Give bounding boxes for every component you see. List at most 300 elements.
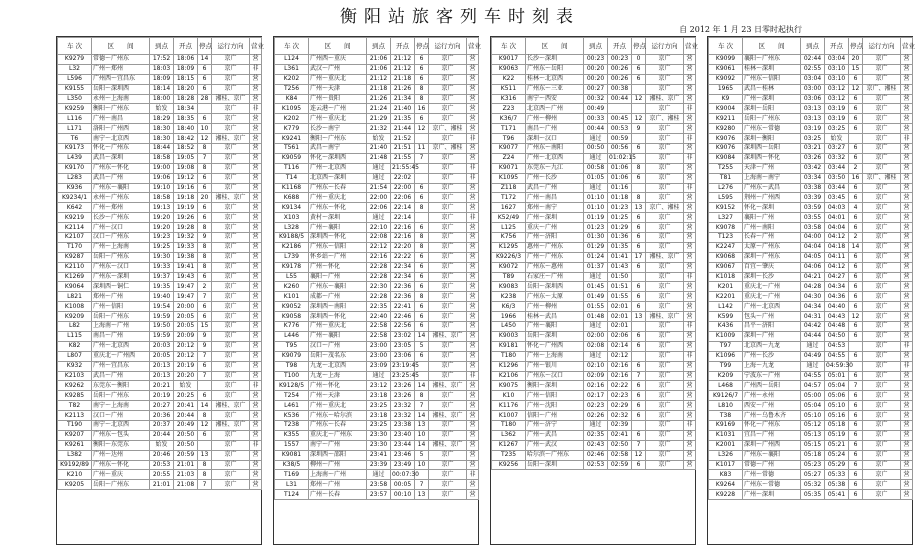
direction: 京广 xyxy=(212,213,250,223)
train-number: L595 xyxy=(709,193,743,203)
direction: 京广 xyxy=(863,312,901,322)
table-row xyxy=(709,173,913,183)
train-number: K1095 xyxy=(275,104,309,114)
route: 北京西～广州 xyxy=(526,104,584,114)
service-status: 营 xyxy=(467,460,479,470)
arrival-time: 03:04 xyxy=(801,74,825,84)
train-number: L82 xyxy=(58,322,92,332)
direction: 京广 xyxy=(212,322,250,332)
stop-minutes: 14 xyxy=(849,242,863,252)
arrival-time: 23:18 xyxy=(367,411,391,421)
departure-time: 00:26 xyxy=(608,64,632,74)
arrival-time: 通过 xyxy=(367,173,391,183)
stop-minutes: 6 xyxy=(849,322,863,332)
stop-minutes: 9 xyxy=(632,124,646,134)
departure-time: 23:44 xyxy=(391,440,415,450)
table-row xyxy=(709,163,913,173)
departure-time: 03:12 xyxy=(825,94,849,104)
route: 襄阳～广州东 xyxy=(743,55,801,65)
route: 广州～重庆北 xyxy=(309,401,367,411)
train-number: K1007 xyxy=(492,411,526,421)
arrival-time: 03:58 xyxy=(801,223,825,233)
direction: 京广 xyxy=(429,213,467,223)
table-row xyxy=(709,381,913,391)
service-status: 营 xyxy=(684,252,696,262)
route: 广州～天津 xyxy=(309,391,367,401)
table-row xyxy=(492,411,696,421)
table-row xyxy=(492,361,696,371)
table-row xyxy=(275,124,479,134)
train-number: K1295 xyxy=(492,242,526,252)
stop-minutes: 6 xyxy=(632,64,646,74)
route: 广州～上海南 xyxy=(92,242,150,252)
arrival-time: 19:10 xyxy=(150,183,174,193)
stop-minutes: 6 xyxy=(849,104,863,114)
route: 广州～长沙 xyxy=(526,173,584,183)
departure-time: 02:50 xyxy=(608,440,632,450)
stop-minutes xyxy=(632,420,646,430)
departure-time: 22:36 xyxy=(391,292,415,302)
stop-minutes: 14 xyxy=(415,440,429,450)
stop-minutes: 6 xyxy=(632,233,646,243)
table-row xyxy=(492,272,696,282)
table-row xyxy=(492,144,696,154)
service-status: 非 xyxy=(250,104,262,114)
route: 广州～南昌 xyxy=(92,114,150,124)
arrival-time: 20:19 xyxy=(150,391,174,401)
table-row xyxy=(709,84,913,94)
service-status: 营 xyxy=(901,153,913,163)
table-row xyxy=(709,361,913,371)
service-status: 营 xyxy=(684,64,696,74)
route: 哈尔滨～广州东 xyxy=(526,450,584,460)
service-status: 营 xyxy=(684,450,696,460)
direction: 京广 xyxy=(429,242,467,252)
departure-time: 02:01 xyxy=(608,302,632,312)
train-number: T100 xyxy=(275,371,309,381)
stop-minutes: 6 xyxy=(632,292,646,302)
route: 深圳～广州西 xyxy=(743,440,801,450)
departure-time: 01:16 xyxy=(608,183,632,193)
service-status: 营 xyxy=(250,322,262,332)
route: 广州～永州 xyxy=(743,391,801,401)
table-row xyxy=(58,242,262,252)
table-row xyxy=(492,193,696,203)
service-status: 营 xyxy=(901,203,913,213)
arrival-time: 21:32 xyxy=(367,124,391,134)
timetable-body xyxy=(58,55,262,490)
train-number: K9279 xyxy=(58,55,92,65)
departure-time: 01:35 xyxy=(608,242,632,252)
train-number: L807 xyxy=(58,351,92,361)
arrival-time: 22:28 xyxy=(367,262,391,272)
stop-minutes: 6 xyxy=(849,213,863,223)
departure-time: 02:16 xyxy=(608,371,632,381)
arrival-time: 23:00 xyxy=(367,341,391,351)
direction: 湘桂、京广 xyxy=(212,94,250,104)
arrival-time: 02:00 xyxy=(584,331,608,341)
route: 广州～北京西 xyxy=(526,153,584,163)
service-status: 营 xyxy=(901,262,913,272)
departure-time: 05:18 xyxy=(825,420,849,430)
train-number: L327 xyxy=(709,213,743,223)
train-number: K202 xyxy=(275,114,309,124)
route: 深圳西～邵阳 xyxy=(309,450,367,460)
stop-minutes xyxy=(198,381,212,391)
route: 衡阳～深圳 xyxy=(526,381,584,391)
route: 石家庄～广州 xyxy=(526,272,584,282)
route: 广州东～怀化 xyxy=(92,460,150,470)
train-number: 1557 xyxy=(275,440,309,450)
route: 怀化～深圳 xyxy=(743,203,801,213)
departure-time xyxy=(608,104,632,114)
table-row xyxy=(709,74,913,84)
arrival-time: 19:40 xyxy=(150,292,174,302)
direction: 京广 xyxy=(646,440,684,450)
train-number: Z118 xyxy=(492,183,526,193)
table-row xyxy=(58,203,262,213)
route: 广州～重庆北 xyxy=(309,74,367,84)
service-status: 营 xyxy=(467,302,479,312)
direction: 京广 xyxy=(863,401,901,411)
arrival-time: 通过 xyxy=(584,420,608,430)
page-title: 衡阳站旅客列车时刻表 xyxy=(340,7,580,27)
arrival-time: 20:03 xyxy=(150,341,174,351)
service-status: 营 xyxy=(250,470,262,480)
table-row xyxy=(492,252,696,262)
train-number: K9211 xyxy=(709,114,743,124)
service-status: 营 xyxy=(901,312,913,322)
service-status: 非 xyxy=(467,470,479,480)
table-row xyxy=(275,351,479,361)
stop-minutes: 7 xyxy=(849,381,863,391)
timetable-grid xyxy=(56,36,919,545)
service-status: 营 xyxy=(901,124,913,134)
direction: 京广 xyxy=(212,163,250,173)
stop-minutes: 6 xyxy=(849,282,863,292)
stop-minutes: 6 xyxy=(415,64,429,74)
departure-time: 03:50 xyxy=(825,173,849,183)
route: 襄阳～广州 xyxy=(743,213,801,223)
arrival-time: 04:00 xyxy=(801,233,825,243)
stop-minutes: 14 xyxy=(415,331,429,341)
route: 北京西～深圳 xyxy=(309,173,367,183)
service-status: 营 xyxy=(684,114,696,124)
arrival-time: 通过 xyxy=(584,153,608,163)
table-row xyxy=(709,440,913,450)
service-status: 营 xyxy=(901,401,913,411)
table-row xyxy=(275,420,479,430)
route: 广州～襄阳 xyxy=(309,331,367,341)
train-number: K2113 xyxy=(58,411,92,421)
arrival-time: 18:03 xyxy=(150,64,174,74)
direction: 京广 xyxy=(863,480,901,490)
departure-time: 18:52 xyxy=(174,144,198,154)
arrival-time: 19:25 xyxy=(150,242,174,252)
route: 广州东～襄阳 xyxy=(309,282,367,292)
stop-minutes: 8 xyxy=(198,470,212,480)
route: 深圳西～岳阳 xyxy=(743,144,801,154)
stop-minutes: 6 xyxy=(198,272,212,282)
departure-time: 22:06 xyxy=(391,193,415,203)
departure-time: 00:23 xyxy=(608,55,632,65)
departure-time: 23:02 xyxy=(391,331,415,341)
route: 武昌～广州 xyxy=(92,173,150,183)
train-number: K2114 xyxy=(58,223,92,233)
stop-minutes: 6 xyxy=(849,74,863,84)
direction: 京广 xyxy=(863,55,901,65)
table-row xyxy=(58,391,262,401)
stop-minutes: 13 xyxy=(415,490,429,500)
train-number: T116 xyxy=(275,163,309,173)
departure-time: 19:43 xyxy=(174,272,198,282)
table-row xyxy=(492,302,696,312)
route: 上海南～广州 xyxy=(92,322,150,332)
train-number: X103 xyxy=(275,213,309,223)
service-status: 营 xyxy=(901,223,913,233)
direction: 京广 xyxy=(863,322,901,332)
train-number: K1031 xyxy=(709,430,743,440)
route: 西安～广州 xyxy=(743,401,801,411)
direction: 京广 xyxy=(212,124,250,134)
arrival-time: 20:37 xyxy=(150,420,174,430)
train-number: K9262 xyxy=(58,381,92,391)
arrival-time: 05:27 xyxy=(801,470,825,480)
service-status: 营 xyxy=(250,480,262,490)
stop-minutes: 11 xyxy=(415,144,429,154)
service-status: 营 xyxy=(684,381,696,391)
table-row xyxy=(709,341,913,351)
departure-time: 19:32 xyxy=(174,233,198,243)
train-number: T123 xyxy=(709,233,743,243)
stop-minutes: 6 xyxy=(198,213,212,223)
stop-minutes: 5 xyxy=(415,450,429,460)
arrival-time: 02:26 xyxy=(584,411,608,421)
service-status: 营 xyxy=(467,124,479,134)
direction: 京广 xyxy=(212,153,250,163)
service-status: 非 xyxy=(467,173,479,183)
header-route: 区 间 xyxy=(743,38,801,55)
table-row xyxy=(58,401,262,411)
train-number: K1269 xyxy=(58,272,92,282)
service-status: 营 xyxy=(684,460,696,470)
route: 广州～沈阳 xyxy=(526,401,584,411)
route: 深圳～广州东 xyxy=(743,252,801,262)
train-number: T82 xyxy=(58,401,92,411)
direction: 京广 xyxy=(429,153,467,163)
train-number: L171 xyxy=(58,124,92,134)
arrival-time: 通过 xyxy=(584,272,608,282)
arrival-time: 21:29 xyxy=(367,114,391,124)
stop-minutes: 6 xyxy=(415,272,429,282)
service-status: 营 xyxy=(684,173,696,183)
departure-time: 22:56 xyxy=(391,322,415,332)
stop-minutes: 8 xyxy=(415,391,429,401)
table-row xyxy=(58,460,262,470)
service-status: 营 xyxy=(684,331,696,341)
route: 广州东～怀化 xyxy=(92,163,150,173)
departure-time: 01:50 xyxy=(608,272,632,282)
departure-time: 04:01 xyxy=(825,213,849,223)
service-status: 非 xyxy=(467,163,479,173)
stop-minutes: 8 xyxy=(198,252,212,262)
service-status: 营 xyxy=(901,470,913,480)
header-train-number: 车 次 xyxy=(709,38,743,55)
table-row xyxy=(709,124,913,134)
arrival-time: 02:35 xyxy=(584,430,608,440)
timetable-body xyxy=(709,55,913,500)
train-number: K9004 xyxy=(709,104,743,114)
header-service-status: 营业 xyxy=(684,38,696,55)
table-row xyxy=(709,450,913,460)
departure-time: 02:29 xyxy=(608,401,632,411)
direction: 京广 xyxy=(863,203,901,213)
direction: 京广 xyxy=(429,351,467,361)
arrival-time: 19:33 xyxy=(150,262,174,272)
service-status: 营 xyxy=(250,94,262,104)
service-status: 营 xyxy=(684,430,696,440)
departure-time: 18:09 xyxy=(174,64,198,74)
train-number: T254 xyxy=(275,391,309,401)
train-number: K2110 xyxy=(58,262,92,272)
direction: 京广 xyxy=(429,163,467,173)
table-row xyxy=(492,401,696,411)
train-number: K9081 xyxy=(275,450,309,460)
route: 重庆～广州 xyxy=(526,223,584,233)
departure-time: 22:02 xyxy=(391,173,415,183)
train-number: K9205 xyxy=(58,480,92,490)
direction: 京广 xyxy=(863,94,901,104)
table-row xyxy=(275,163,479,173)
table-row xyxy=(58,55,262,65)
departure-time: 22:00 xyxy=(391,183,415,193)
train-number: L361 xyxy=(275,64,309,74)
header-direction: 运行方向 xyxy=(863,38,901,55)
table-row xyxy=(492,420,696,430)
arrival-time: 22:00 xyxy=(367,193,391,203)
service-status: 营 xyxy=(901,252,913,262)
service-status: 营 xyxy=(901,84,913,94)
train-number: L326 xyxy=(709,450,743,460)
table-row xyxy=(709,480,913,490)
table-row xyxy=(275,213,479,223)
train-number: K52/49 xyxy=(492,213,526,223)
route: 广州东～长春 xyxy=(309,420,367,430)
arrival-time: 通过 xyxy=(584,351,608,361)
service-status: 营 xyxy=(901,460,913,470)
route: 武汉～广州 xyxy=(309,64,367,74)
train-number: K9209 xyxy=(58,312,92,322)
table-row xyxy=(275,114,479,124)
stop-minutes: 6 xyxy=(415,262,429,272)
table-row xyxy=(58,233,262,243)
train-number: K9076 xyxy=(709,134,743,144)
stop-minutes: 6 xyxy=(632,381,646,391)
direction: 京广 xyxy=(863,242,901,252)
arrival-time: 21:48 xyxy=(367,153,391,163)
arrival-time: 22:30 xyxy=(367,282,391,292)
departure-time: 01:55 xyxy=(608,292,632,302)
direction: 京广 xyxy=(863,183,901,193)
departure-time: 22:34 xyxy=(391,272,415,282)
table-row xyxy=(709,312,913,322)
direction: 湘桂、京广 xyxy=(646,252,684,262)
direction: 京广 xyxy=(429,55,467,65)
table-row xyxy=(58,440,262,450)
stop-minutes: 12 xyxy=(198,134,212,144)
stop-minutes: 10 xyxy=(198,124,212,134)
table-row xyxy=(492,331,696,341)
arrival-time: 21:24 xyxy=(367,104,391,114)
service-status: 营 xyxy=(467,55,479,65)
arrival-time: 23:12 xyxy=(367,381,391,391)
service-status: 营 xyxy=(684,391,696,401)
stop-minutes: 15 xyxy=(198,322,212,332)
service-status: 营 xyxy=(901,322,913,332)
train-number: K9071 xyxy=(492,163,526,173)
stop-minutes: 9 xyxy=(198,331,212,341)
route: 永州～广州东 xyxy=(92,193,150,203)
direction: 京广 xyxy=(863,420,901,430)
departure-time: 01:41 xyxy=(608,252,632,262)
direction: 京广 xyxy=(863,272,901,282)
service-status: 非 xyxy=(684,420,696,430)
service-status: 营 xyxy=(684,312,696,322)
stop-minutes: 12 xyxy=(849,84,863,94)
departure-time: 02:41 xyxy=(608,430,632,440)
train-number: K9188/5 xyxy=(275,233,309,243)
departure-time: 02:58 xyxy=(608,450,632,460)
table-row xyxy=(58,163,262,173)
train-number: K2186 xyxy=(275,242,309,252)
departure-time: 00:59 xyxy=(608,134,632,144)
departure-time: 21:44 xyxy=(391,124,415,134)
train-number: K202 xyxy=(275,74,309,84)
route: 广州东～三亚 xyxy=(526,84,584,94)
route: 包头～广州 xyxy=(743,312,801,322)
table-row xyxy=(709,322,913,332)
route: 岳阳～深圳 xyxy=(526,460,584,470)
stop-minutes: 4 xyxy=(849,203,863,213)
train-number: K9256 xyxy=(492,460,526,470)
arrival-time: 01:05 xyxy=(584,173,608,183)
service-status: 营 xyxy=(250,242,262,252)
stop-minutes: 7 xyxy=(198,480,212,490)
direction: 京广 xyxy=(646,460,684,470)
table-row xyxy=(709,64,913,74)
train-number: K1168 xyxy=(275,183,309,193)
service-status: 营 xyxy=(467,322,479,332)
arrival-time: 通过 xyxy=(367,163,391,173)
route: 黄村～深圳 xyxy=(309,213,367,223)
departure-time: 23:26 xyxy=(391,391,415,401)
route: 南昌～广州 xyxy=(526,124,584,134)
stop-minutes: 6 xyxy=(849,302,863,312)
table-row xyxy=(709,153,913,163)
arrival-time: 21:06 xyxy=(367,55,391,65)
arrival-time: 01:29 xyxy=(584,242,608,252)
train-number: L439 xyxy=(58,153,92,163)
stop-minutes: 7 xyxy=(415,401,429,411)
arrival-time: 23:41 xyxy=(367,450,391,460)
departure-time: 22:16 xyxy=(391,223,415,233)
direction: 京广 xyxy=(212,233,250,243)
train-number: K688 xyxy=(275,193,309,203)
departure-time: 20:00 xyxy=(174,302,198,312)
departure-time: 00:45 xyxy=(608,114,632,124)
service-status: 非 xyxy=(901,341,913,351)
arrival-time: 00:50 xyxy=(584,144,608,154)
